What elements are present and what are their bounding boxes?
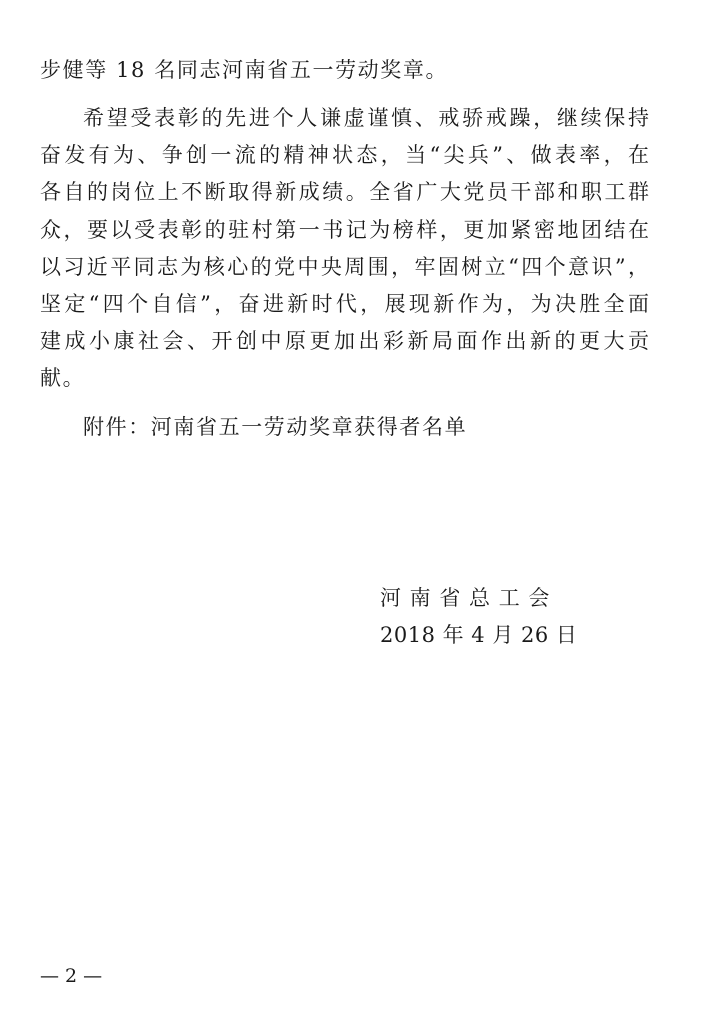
body-line: 奋发有为、争创一流的精神状态，当“尖兵”、做表率，在 xyxy=(40,143,649,167)
body-line: 以习近平同志为核心的党中央周围，牢固树立“四个意识”， xyxy=(40,255,649,279)
body-line-paragraph-end: 献。 xyxy=(40,366,86,390)
body-line: 坚定“四个自信”，奋进新时代，展现新作为，为决胜全面 xyxy=(40,292,649,316)
page-number: — 2 — xyxy=(40,965,103,987)
body-line-paragraph-start: 希望受表彰的先进个人谦虚谨慎、戒骄戒躁，继续保持 xyxy=(83,106,649,130)
body-line: 众，要以受表彰的驻村第一书记为榜样，更加紧密地团结在 xyxy=(40,218,649,242)
body-line: 各自的岗位上不断取得新成绩。全省广大党员干部和职工群 xyxy=(40,180,649,204)
attachment-line: 附件：河南省五一劳动奖章获得者名单 xyxy=(83,415,468,439)
signature-date: 2018 年 4 月 26 日 xyxy=(380,623,578,647)
body-line-continuation: 步健等 18 名同志河南省五一劳动奖章。 xyxy=(40,58,449,82)
body-line: 建成小康社会、开创中原更加出彩新局面作出新的更大贡 xyxy=(40,329,649,353)
signature-organization: 河 南 省 总 工 会 xyxy=(380,586,551,610)
